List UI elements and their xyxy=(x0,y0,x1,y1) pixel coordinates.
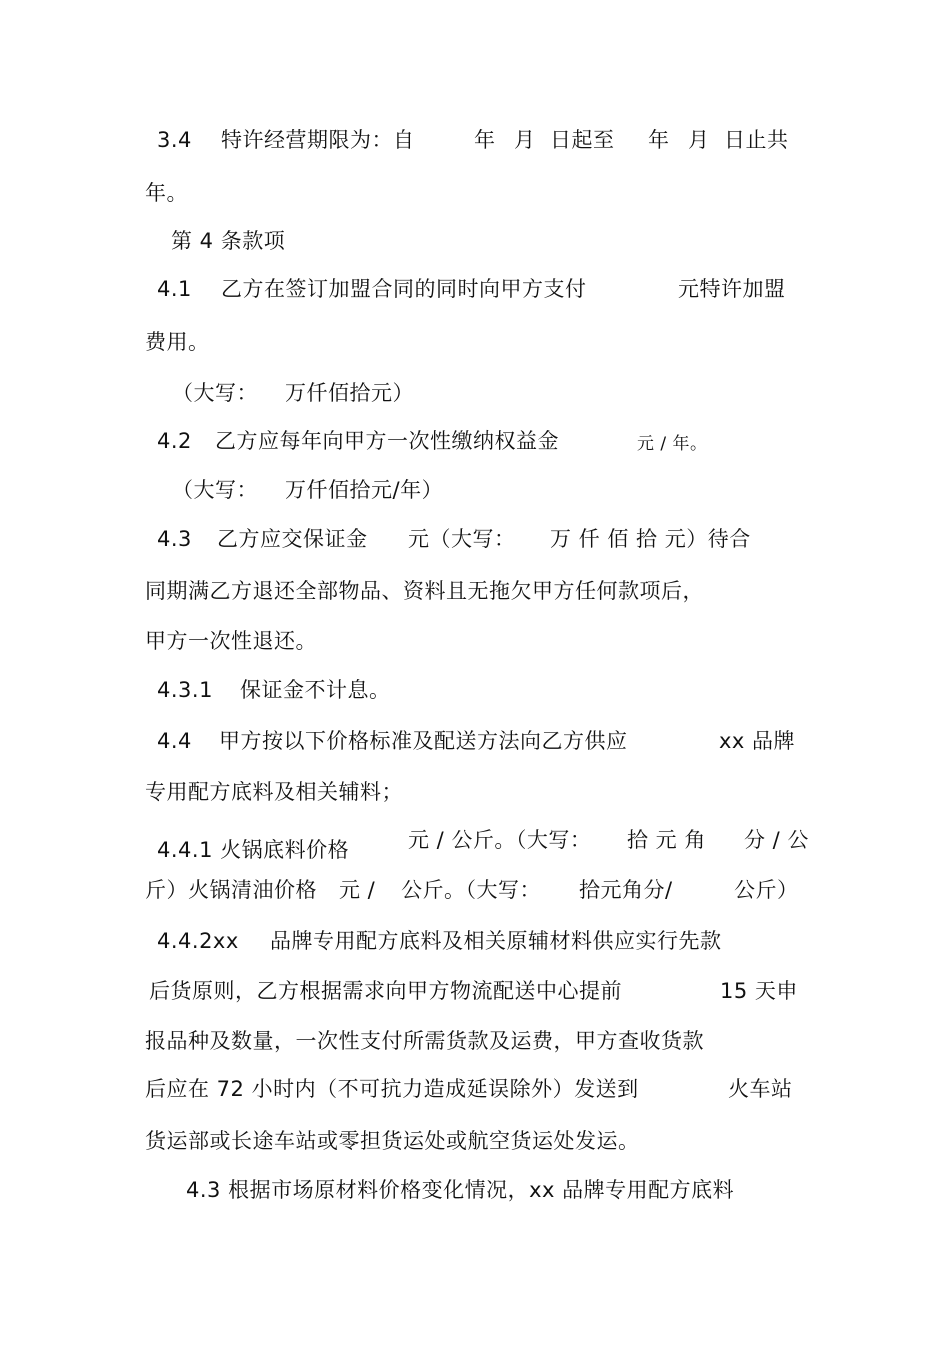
clause-4-4-1-line2-e: 公斤） xyxy=(734,878,799,902)
clause-4-4-2-text: 品牌专用配方底料及相关原辅材料供应实行先款 xyxy=(270,929,722,953)
clause-4-4-2-line5: 货运部或长途车站或零担货运处或航空货运处发运。 xyxy=(145,1129,640,1153)
clause-4-4-2-days: 15 天申 xyxy=(720,979,798,1003)
clause-4-2-number: 4.2 xyxy=(157,429,192,453)
clause-4-4-2-line3: 报品种及数量，一次性支付所需货款及运费，甲方查收货款 xyxy=(145,1029,704,1053)
clause-4-4-2-line2: 后货原则，乙方根据需求向甲方物流配送中心提前 xyxy=(149,979,622,1003)
clause-4-4-1-line2-c: 公斤。（大写： xyxy=(401,878,541,902)
clause-4-1-caps-units: 万仟佰拾元） xyxy=(285,381,414,405)
clause-3-4-number: 3.4 xyxy=(157,128,192,152)
article-4-title: 第 4 条款项 xyxy=(171,229,286,253)
clause-4-4-1-caps: 拾 元 角 xyxy=(627,828,706,852)
clause-4-4-2-station: 火车站 xyxy=(728,1077,793,1101)
clause-4-1-tail: 元特许加盟 xyxy=(678,277,786,301)
clause-3-4-day1: 日起至 xyxy=(550,128,615,152)
clause-4-1-caps-label: （大写： xyxy=(172,381,258,405)
clause-4-1-continuation: 费用。 xyxy=(145,330,210,354)
clause-3-4-text: 特许经营期限为：自 xyxy=(221,128,415,152)
clause-4-1-number: 4.1 xyxy=(157,277,192,301)
clause-3-4-year1: 年 xyxy=(474,128,496,152)
clause-3-4-continuation: 年。 xyxy=(145,181,188,205)
clause-4-4-number: 4.4 xyxy=(157,729,192,753)
clause-4-4-1-tail: 分 / 公 xyxy=(744,828,809,852)
clause-4-2-caps-units: 万仟佰拾元/年） xyxy=(285,478,444,502)
clause-4-3-unit: 元（大写： xyxy=(408,527,516,551)
clause-4-3-1-number: 4.3.1 xyxy=(157,678,213,702)
clause-4-3b-text: 4.3 根据市场原材料价格变化情况，xx 品牌专用配方底料 xyxy=(186,1178,735,1202)
clause-4-4-1-unit: 元 / 公斤。（大写： xyxy=(408,828,592,852)
clause-4-4-1-line2-a: 斤）火锅清油价格 xyxy=(145,878,317,902)
clause-4-4-1-line2-b: 元 / xyxy=(339,878,376,902)
clause-4-4-1-label: 4.4.1 火锅底料价格 xyxy=(157,838,350,862)
clause-4-3-number: 4.3 xyxy=(157,527,192,551)
clause-4-3-line3: 甲方一次性退还。 xyxy=(145,629,317,653)
clause-4-2-unit: 元 / 年。 xyxy=(637,434,708,454)
clause-4-1-text: 乙方在签订加盟合同的同时向甲方支付 xyxy=(221,277,587,301)
clause-3-4-month1: 月 xyxy=(514,128,536,152)
clause-4-4-1-line2-d: 拾元角分/ xyxy=(579,878,673,902)
clause-4-2-text: 乙方应每年向甲方一次性缴纳权益金 xyxy=(215,429,559,453)
clause-4-4-2-number: 4.4.2xx xyxy=(157,929,239,953)
clause-4-4-brand: xx 品牌 xyxy=(719,729,796,753)
clause-4-3-line2: 同期满乙方退还全部物品、资料且无拖欠甲方任何款项后， xyxy=(145,579,704,603)
clause-3-4-month2: 月 xyxy=(688,128,710,152)
clause-4-4-text: 甲方按以下价格标准及配送方法向乙方供应 xyxy=(219,729,628,753)
clause-4-3-text: 乙方应交保证金 xyxy=(217,527,368,551)
clause-4-4-2-line4: 后应在 72 小时内（不可抗力造成延误除外）发送到 xyxy=(145,1077,639,1101)
clause-3-4-end: 日止共 xyxy=(724,128,789,152)
clause-4-3-1-text: 保证金不计息。 xyxy=(240,678,391,702)
clause-3-4-year2: 年 xyxy=(648,128,670,152)
clause-4-2-caps-label: （大写： xyxy=(172,478,258,502)
clause-4-3-caps: 万 仟 佰 拾 元）待合 xyxy=(550,527,751,551)
clause-4-4-continuation: 专用配方底料及相关辅料； xyxy=(145,780,403,804)
